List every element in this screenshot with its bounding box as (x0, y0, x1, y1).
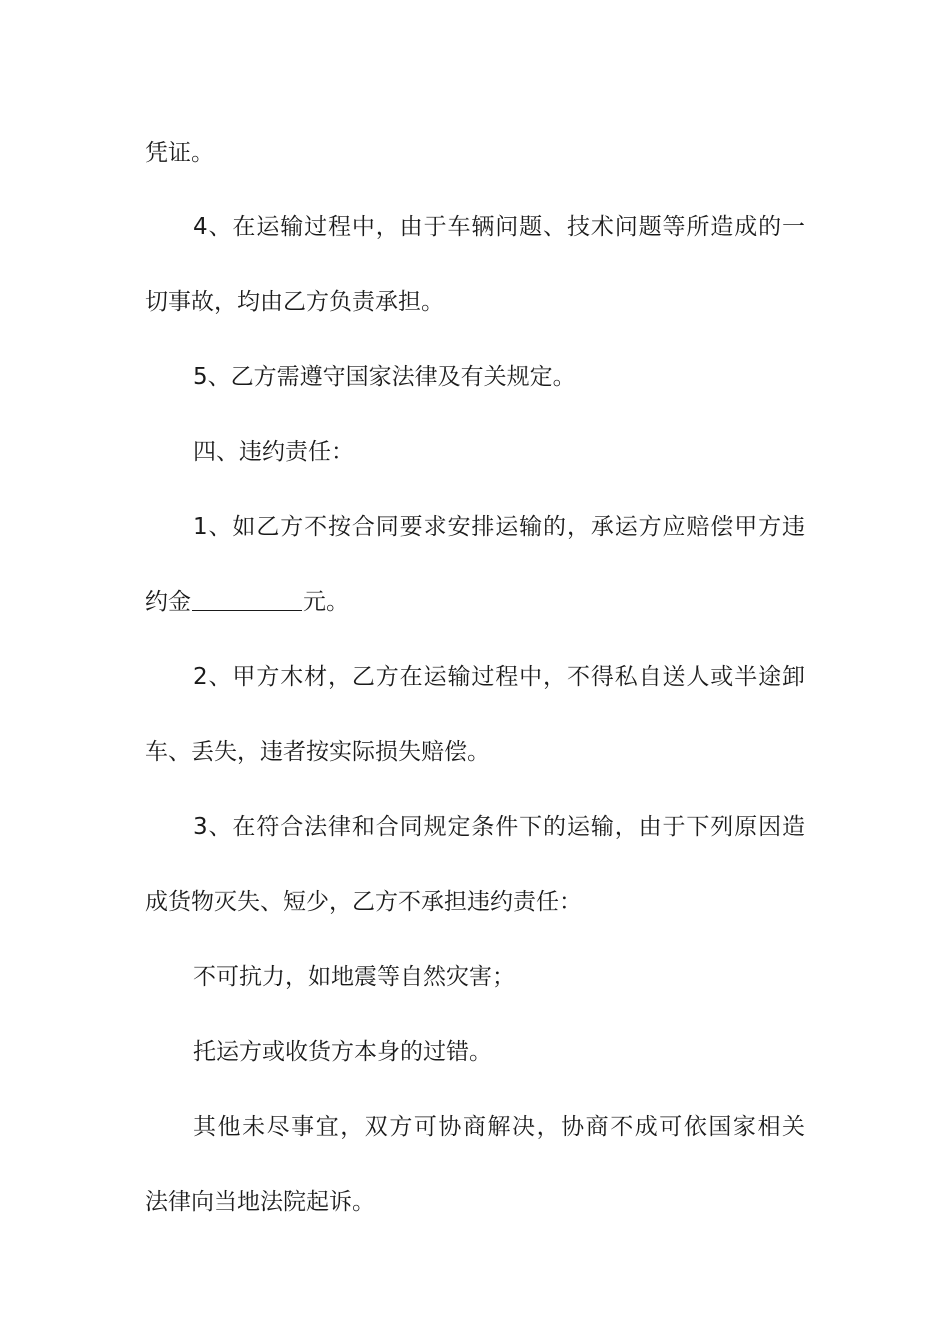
text-line: 法律向当地法院起诉。 (145, 1189, 375, 1215)
text-line: 5、乙方需遵守国家法律及有关规定。 (193, 364, 576, 390)
text-line: 车、丢失，违者按实际损失赔偿。 (145, 739, 490, 765)
text-line: 2、甲方木材，乙方在运输过程中，不得私自送人或半途卸 (193, 664, 805, 690)
section-heading: 四、违约责任： (193, 439, 354, 465)
text-line-with-blank (145, 587, 950, 617)
text-line: 其他未尽事宜，双方可协商解决，协商不成可依国家相关 (193, 1114, 805, 1140)
text-line: 托运方或收货方本身的过错。 (193, 1039, 492, 1065)
text-line: 4、在运输过程中，由于车辆问题、技术问题等所造成的一 (193, 214, 805, 240)
text-line: 不可抗力，如地震等自然灾害； (193, 964, 515, 990)
amount-blank (192, 590, 302, 611)
text-line: 1、如乙方不按合同要求安排运输的，承运方应赔偿甲方违 (193, 514, 805, 540)
text-fragment: 元。 (303, 589, 349, 615)
text-line: 凭证。 (145, 140, 214, 166)
text-line: 成货物灭失、短少，乙方不承担违约责任： (145, 889, 582, 915)
text-fragment: 约金 (145, 589, 191, 615)
text-line: 切事故，均由乙方负责承担。 (145, 289, 444, 315)
text-line: 3、在符合法律和合同规定条件下的运输，由于下列原因造 (193, 814, 805, 840)
